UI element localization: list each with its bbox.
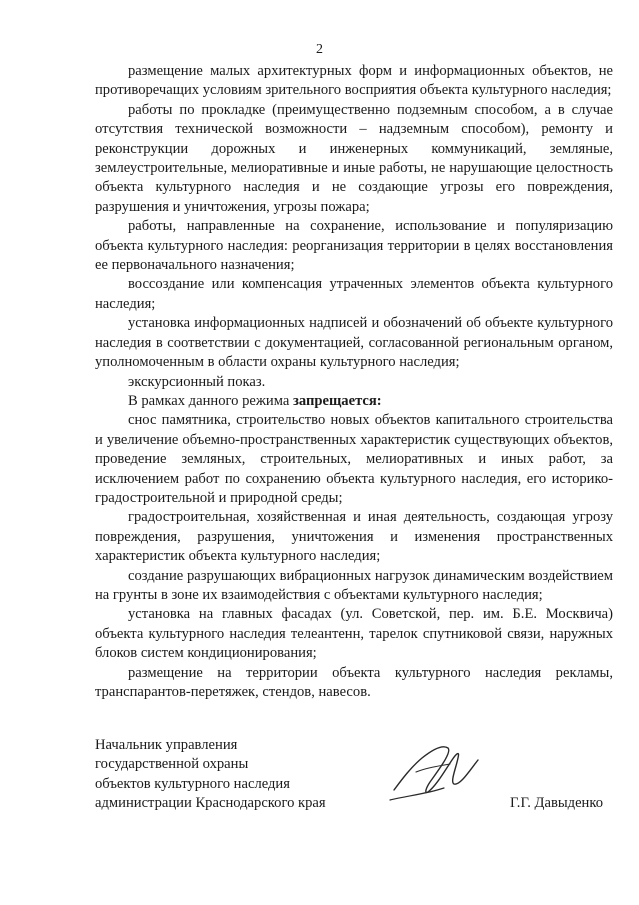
prohibited-item: размещение на территории объекта культурного наследия рекламы, транспарантов-перетяжек, стендов, навесов. xyxy=(95,664,613,700)
prohibited-item: снос памятника, строительство новых объектов капитального строительства и увеличение объемно-пространственных характеристик существующих объектов, проведение земляных, строительных, мелиоративных и иных работ, за исключением работ по сохранению объекта культурного наследия, его историко-градостроительной и природной среды; xyxy=(95,412,613,506)
prohibition-heading-lead: В рамках данного режима xyxy=(128,392,293,409)
signatory-title-line: администрации Краснодарского края xyxy=(95,795,326,812)
permitted-item: воссоздание или компенсация утраченных элементов объекта культурного наследия; xyxy=(95,276,613,312)
signatory-title xyxy=(95,736,326,814)
prohibited-item: градостроительная, хозяйственная и иная деятельность, создающая угрозу повреждения, разрушения, уничтожения и изменения пространственных характеристик объекта культурного наследия; xyxy=(95,509,613,565)
permitted-item: установка информационных надписей и обозначений об объекте культурного наследия в соответствии с документацией, согласованной региональным органом, уполномоченным в области охраны культурного наследия; xyxy=(95,315,613,371)
permitted-item: работы по прокладке (преимущественно подземным способом, а в случае отсутствия технической возможности – надземным способом), ремонту и реконструкции дорожных и инженерных коммуникаций, земляные, землеустроительные, мелиоративные и иные работы, не нарушающие целостность объекта культурного наследия и не создающие угрозы его повреждения, разрушения и уничтожения, угрозы пожара; xyxy=(95,101,613,215)
permitted-item: работы, направленные на сохранение, использование и популяризацию объекта культурного наследия: реорганизация территории в целях восстановления ее первоначального назначения; xyxy=(95,218,613,274)
permitted-item: размещение малых архитектурных форм и информационных объектов, не противоречащих условиям зрительного восприятия объекта культурного наследия; xyxy=(95,63,613,99)
signature-icon xyxy=(386,738,482,808)
signatory-name: Г.Г. Давыденко xyxy=(510,795,604,811)
signatory-title-line: Начальник управления xyxy=(95,737,238,753)
prohibited-item: установка на главных фасадах (ул. Советской, пер. им. Б.Е. Москвича) объекта культурного наследия телеантенн, тарелок спутниковой связи, наружных блоков систем кондиционирования; xyxy=(95,606,613,662)
prohibition-heading-bold: запрещается: xyxy=(293,392,382,409)
page-number: 2 xyxy=(316,42,323,57)
prohibited-item: создание разрушающих вибрационных нагрузок динамическим воздействием на грунты в зоне их взаимодействия с объектами культурного наследия; xyxy=(95,567,613,603)
permitted-item: экскурсионный показ. xyxy=(128,373,266,390)
signatory-title-line: объектов культурного наследия xyxy=(95,775,290,792)
document-body xyxy=(95,62,613,702)
signatory-title-line: государственной охраны xyxy=(95,756,249,773)
prohibition-heading xyxy=(95,392,613,411)
